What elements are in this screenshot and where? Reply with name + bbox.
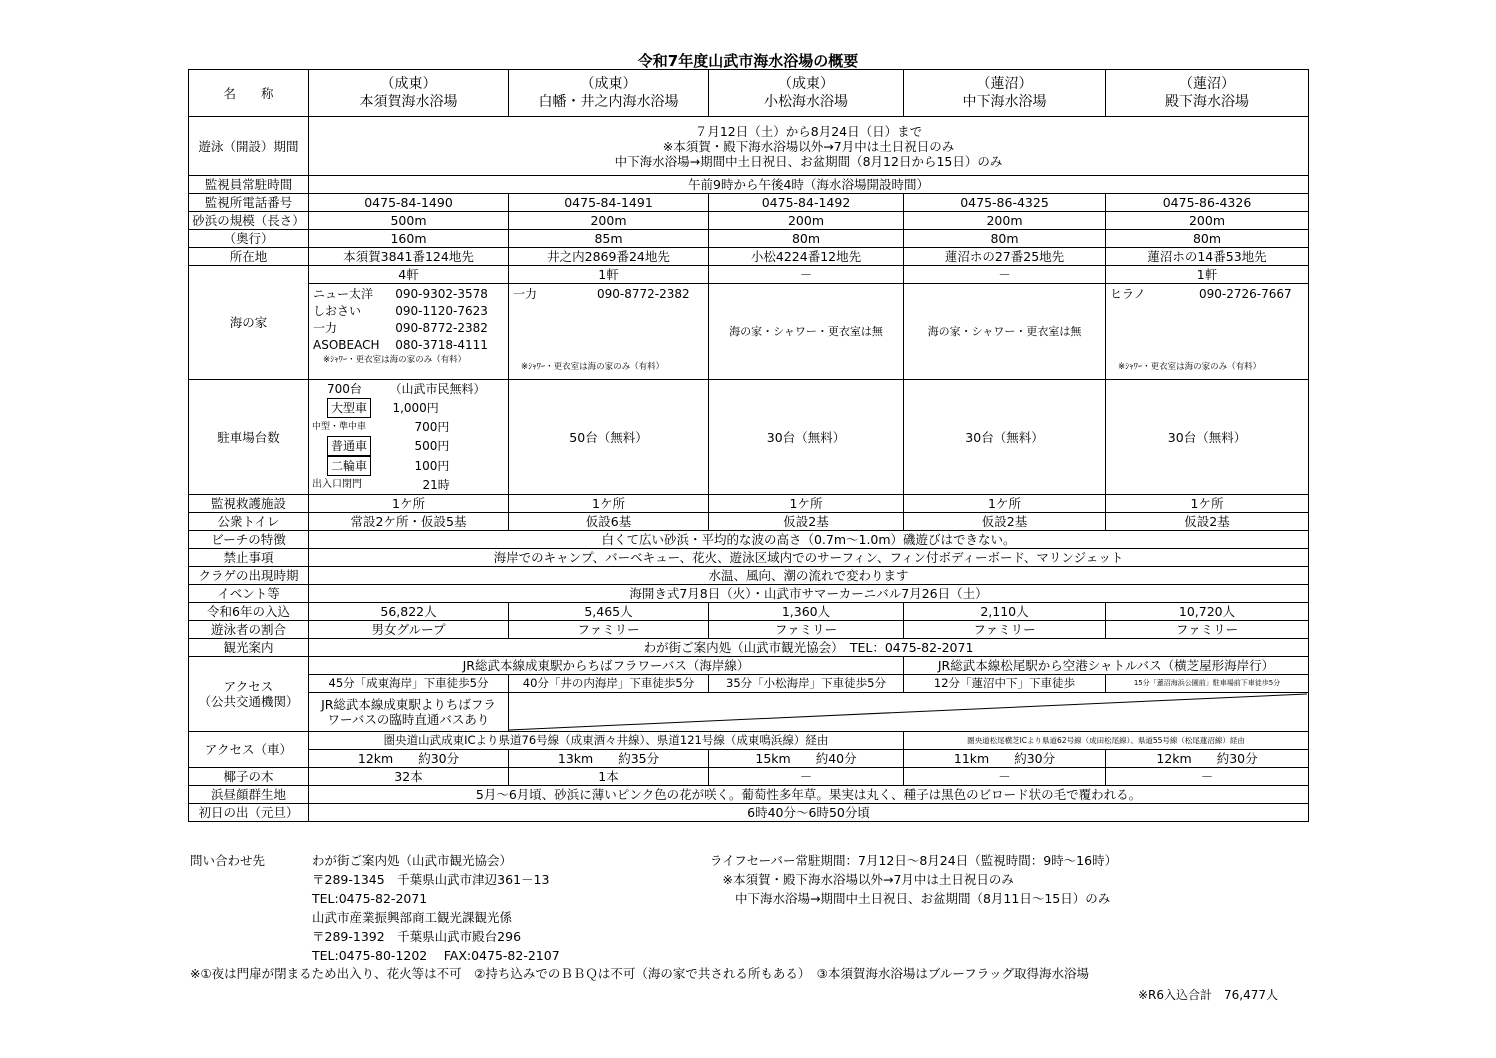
- palm-3: －: [709, 768, 904, 786]
- toilet-2: 仮設6基: [509, 513, 709, 531]
- depth-1: 160m: [309, 230, 509, 248]
- label-access-public: アクセス （公共交通機関）: [189, 657, 309, 732]
- label-ratio: 遊泳者の割合: [189, 621, 309, 639]
- beach-name-4: （蓮沼） 中下海水浴場: [904, 70, 1106, 117]
- length-5: 200m: [1106, 212, 1309, 230]
- house-count-3: －: [709, 266, 904, 284]
- parking-row: 普通車 500円: [309, 436, 508, 456]
- row-parking: [189, 380, 1309, 495]
- label-period: 遊泳（開設）期間: [189, 117, 309, 176]
- visitors-total: ※R6入込合計 76,477人: [1138, 988, 1279, 1002]
- row-rescue: [189, 495, 1309, 513]
- stop-5: 15分「蓮沼海浜公園前」駐車場前下車徒歩5分: [1106, 675, 1309, 693]
- prohibited-value: 海岸でのキャンプ、バーベキュー、花火、遊泳区域内でのサーフィン、フィン付ボディーボード、マリンジェット: [309, 549, 1309, 567]
- visitors-1: 56,822人: [309, 603, 509, 621]
- beach-name-3: （成東） 小松海水浴場: [709, 70, 904, 117]
- event-value: 海開き式7月8日（火）・山武市サマーカーニバル7月26日（土）: [309, 585, 1309, 603]
- houses-list-2: [509, 284, 709, 380]
- length-2: 200m: [509, 212, 709, 230]
- label-access-car: アクセス（車）: [189, 732, 309, 768]
- houses-none-4: 海の家・シャワー・更衣室は無: [904, 284, 1106, 380]
- stop-3: 35分「小松海岸」下車徒歩5分: [709, 675, 904, 693]
- length-4: 200m: [904, 212, 1106, 230]
- beach-summary-table: [188, 69, 1309, 822]
- label-event: イベント等: [189, 585, 309, 603]
- rescue-2: 1ケ所: [509, 495, 709, 513]
- length-3: 200m: [709, 212, 904, 230]
- row-sunrise: [189, 804, 1309, 822]
- list-item: 一力 090-8772-2382: [513, 287, 690, 301]
- house-count-4: －: [904, 266, 1106, 284]
- row-access-car-route: [189, 732, 1309, 750]
- feature-value: 白くて広い砂浜・平均的な波の高さ（0.7m～1.0m）磯遊びはできない。: [309, 531, 1309, 549]
- car-distance-5: 12km 約30分: [1106, 750, 1309, 768]
- row-visitors: [189, 603, 1309, 621]
- palm-5: －: [1106, 768, 1309, 786]
- row-prohibited: [189, 549, 1309, 567]
- house-count-5: 1軒: [1106, 266, 1309, 284]
- houses-list-5: [1106, 284, 1309, 380]
- guard-hours-value: 午前9時から午後4時（海水浴場開設時間）: [309, 176, 1309, 194]
- address-2: 井之内2869番24地先: [509, 248, 709, 266]
- phone-2: 0475-84-1491: [509, 194, 709, 212]
- address-5: 蓮沼ホの14番53地先: [1106, 248, 1309, 266]
- hamahirugao-value: 5月～6月頃、砂浜に薄いピンク色の花が咲く。葡萄性多年草。果実は丸く、種子は黒色のビロード状の毛で覆われる。: [309, 786, 1309, 804]
- period-value: ７月12日（土）から8月24日（日）まで ※本須賀・殿下海水浴場以外→7月中は土日祝日のみ 中下海水浴場→期間中土日祝日、お盆期間（8月12日から15日）のみ: [309, 117, 1309, 176]
- rescue-1: 1ケ所: [309, 495, 509, 513]
- row-access-stops: [189, 675, 1309, 693]
- label-toilet: 公衆トイレ: [189, 513, 309, 531]
- phone-5: 0475-86-4326: [1106, 194, 1309, 212]
- label-visitors: 令和6年の入込: [189, 603, 309, 621]
- label-jellyfish: クラゲの出現時期: [189, 567, 309, 585]
- label-length: 砂浜の規模（長さ）: [189, 212, 309, 230]
- car-route-hasunuma: 圏央道松尾横芝ICより県道62号線（成田松尾線）、県道55号線（松尾蓮沼線）経由: [904, 732, 1309, 750]
- rescue-4: 1ケ所: [904, 495, 1106, 513]
- label-palm: 椰子の木: [189, 768, 309, 786]
- ratio-1: 男女グループ: [309, 621, 509, 639]
- phone-4: 0475-86-4325: [904, 194, 1106, 212]
- label-address: 所在地: [189, 248, 309, 266]
- label-depth: （奥行）: [189, 230, 309, 248]
- row-house-count: [189, 266, 1309, 284]
- rescue-5: 1ケ所: [1106, 495, 1309, 513]
- direct-bus-na: [509, 693, 1309, 732]
- parking-2: 50台（無料）: [509, 380, 709, 495]
- phone-3: 0475-84-1492: [709, 194, 904, 212]
- visitors-3: 1,360人: [709, 603, 904, 621]
- toilet-4: 仮設2基: [904, 513, 1106, 531]
- parking-5: 30台（無料）: [1106, 380, 1309, 495]
- ratio-5: ファミリー: [1106, 621, 1309, 639]
- parking-row: 二輪車 100円: [309, 456, 508, 476]
- sunrise-value: 6時40分～6時50分頃: [309, 804, 1309, 822]
- parking-3: 30台（無料）: [709, 380, 904, 495]
- list-item: 一力 090-8772-2382: [313, 321, 488, 335]
- visitors-5: 10,720人: [1106, 603, 1309, 621]
- parking-detail-1: [309, 380, 509, 495]
- beach-name-1: （成東） 本須賀海水浴場: [309, 70, 509, 117]
- row-houses: [189, 284, 1309, 380]
- parking-row: 中型・準中車 700円: [312, 420, 450, 434]
- houses-none-3: 海の家・シャワー・更衣室は無: [709, 284, 904, 380]
- car-distance-2: 13km 約35分: [509, 750, 709, 768]
- lifesaver-info: ライフセーバー常駐期間：7月12日～8月24日（監視時間：9時～16時） ※本須賀・殿下海水浴場以外→7月中は土日祝日のみ 中下海水浴場→期間中土日祝日、お盆期間（8月11日～15日）のみ: [710, 853, 1118, 906]
- shower-note-1: ※ｼｬﾜｰ・更衣室は海の家のみ（有料）: [323, 355, 467, 365]
- label-rescue: 監視救護施設: [189, 495, 309, 513]
- stop-1: 45分「成東海岸」下車徒歩5分: [309, 675, 509, 693]
- address-4: 蓮沼ホの27番25地先: [904, 248, 1106, 266]
- row-tourism: [189, 639, 1309, 657]
- contact-left: わが街ご案内処（山武市観光協会） 〒289-1345 千葉県山武市津辺361－13 TEL:0475-82-2071 山武市産業振興部商工観光課観光係 〒289-1392 千葉県山武市殿台296 TEL:0475-80-1202 FAX:0475-82-2107: [312, 853, 560, 963]
- label-tourism: 観光案内: [189, 639, 309, 657]
- toilet-5: 仮設2基: [1106, 513, 1309, 531]
- ratio-4: ファミリー: [904, 621, 1106, 639]
- page-title: 令和7年度山武市海水浴場の概要: [637, 52, 859, 70]
- shower-note-5: ※ｼｬﾜｰ・更衣室は海の家のみ（有料）: [1118, 362, 1262, 372]
- list-item: ASOBEACH 080-3718-4111: [313, 338, 488, 352]
- shower-note-2: ※ｼｬﾜｰ・更衣室は海の家のみ（有料）: [521, 362, 665, 372]
- phone-1: 0475-84-1490: [309, 194, 509, 212]
- list-item: ヒラノ 090-2726-7667: [1110, 287, 1292, 301]
- label-sunrise: 初日の出（元旦）: [189, 804, 309, 822]
- list-item: しおさい 090-1120-7623: [313, 304, 488, 318]
- label-hamahirugao: 浜昼顔群生地: [189, 786, 309, 804]
- row-depth: [189, 230, 1309, 248]
- row-access-direct: [189, 693, 1309, 732]
- depth-5: 80m: [1106, 230, 1309, 248]
- parking-4: 30台（無料）: [904, 380, 1106, 495]
- length-1: 500m: [309, 212, 509, 230]
- row-access-car-distance: [189, 750, 1309, 768]
- row-palm: [189, 768, 1309, 786]
- tourism-value: わが街ご案内処（山武市観光協会） TEL：0475-82-2071: [309, 639, 1309, 657]
- label-parking: 駐車場台数: [189, 380, 309, 495]
- toilet-1: 常設2ケ所・仮設5基: [309, 513, 509, 531]
- row-jellyfish: [189, 567, 1309, 585]
- parking-total: 700台: [327, 382, 362, 396]
- parking-row: 大型車 1,000円: [309, 398, 508, 418]
- row-period: [189, 117, 1309, 176]
- parking-free-note: （山武市民無料）: [389, 382, 486, 396]
- ratio-2: ファミリー: [509, 621, 709, 639]
- address-1: 本須賀3841番124地先: [309, 248, 509, 266]
- row-ratio: [189, 621, 1309, 639]
- row-event: [189, 585, 1309, 603]
- jellyfish-value: 水温、風向、潮の流れで変わります: [309, 567, 1309, 585]
- row-length: [189, 212, 1309, 230]
- toilet-3: 仮設2基: [709, 513, 904, 531]
- address-3: 小松4224番12地先: [709, 248, 904, 266]
- beach-name-2: （成東） 白幡・井之内海水浴場: [509, 70, 709, 117]
- ratio-3: ファミリー: [709, 621, 904, 639]
- palm-4: －: [904, 768, 1106, 786]
- label-prohibited: 禁止事項: [189, 549, 309, 567]
- rescue-3: 1ケ所: [709, 495, 904, 513]
- contact-label: 問い合わせ先: [190, 853, 266, 868]
- row-address: [189, 248, 1309, 266]
- car-distance-4: 11km 約30分: [904, 750, 1106, 768]
- palm-1: 32本: [309, 768, 509, 786]
- label-guard-hours: 監視員常駐時間: [189, 176, 309, 194]
- depth-4: 80m: [904, 230, 1106, 248]
- visitors-2: 5,465人: [509, 603, 709, 621]
- car-distance-3: 15km 約40分: [709, 750, 904, 768]
- parking-gate: 出入口閉門 21時: [312, 478, 450, 492]
- beach-name-5: （蓮沼） 殿下海水浴場: [1106, 70, 1309, 117]
- diagonal-slash: [509, 693, 1307, 731]
- houses-list-1: [309, 284, 509, 380]
- notes: ※①夜は門扉が閉まるため出入り、花火等は不可 ②持ち込みでのＢＢＱは不可（海の家で共される所もある） ③本須賀海水浴場はブルーフラッグ取得海水浴場: [190, 966, 1089, 981]
- label-beach-house: 海の家: [189, 266, 309, 380]
- palm-2: 1本: [509, 768, 709, 786]
- row-hamahirugao: [189, 786, 1309, 804]
- car-distance-1: 12km 約30分: [309, 750, 509, 768]
- car-route-naruto: 圏央道山武成東ICより県道76号線（成東酒々井線）、県道121号線（成東鳴浜線）経由: [309, 732, 904, 750]
- depth-2: 85m: [509, 230, 709, 248]
- visitors-4: 2,110人: [904, 603, 1106, 621]
- bus-naruto: JR総武本線成東駅からちばフラワーバス（海岸線）: [309, 657, 904, 675]
- bus-matsuo: JR総武本線松尾駅から空港シャトルバス（横芝屋形海岸行）: [904, 657, 1309, 675]
- row-access-bus: [189, 657, 1309, 675]
- row-name: [189, 70, 1309, 117]
- house-count-1: 4軒: [309, 266, 509, 284]
- label-feature: ビーチの特徴: [189, 531, 309, 549]
- row-feature: [189, 531, 1309, 549]
- stop-4: 12分「蓮沼中下」下車徒歩: [904, 675, 1106, 693]
- depth-3: 80m: [709, 230, 904, 248]
- stop-2: 40分「井の内海岸」下車徒歩5分: [509, 675, 709, 693]
- list-item: ニュー太洋 090-9302-3578: [313, 287, 488, 301]
- row-guard-hours: [189, 176, 1309, 194]
- label-phone: 監視所電話番号: [189, 194, 309, 212]
- row-phone: [189, 194, 1309, 212]
- house-count-2: 1軒: [509, 266, 709, 284]
- label-name: 名 称: [189, 70, 309, 117]
- direct-bus: JR総武本線成東駅よりちばフラ ワーバスの臨時直通バスあり: [309, 693, 509, 732]
- row-toilet: [189, 513, 1309, 531]
